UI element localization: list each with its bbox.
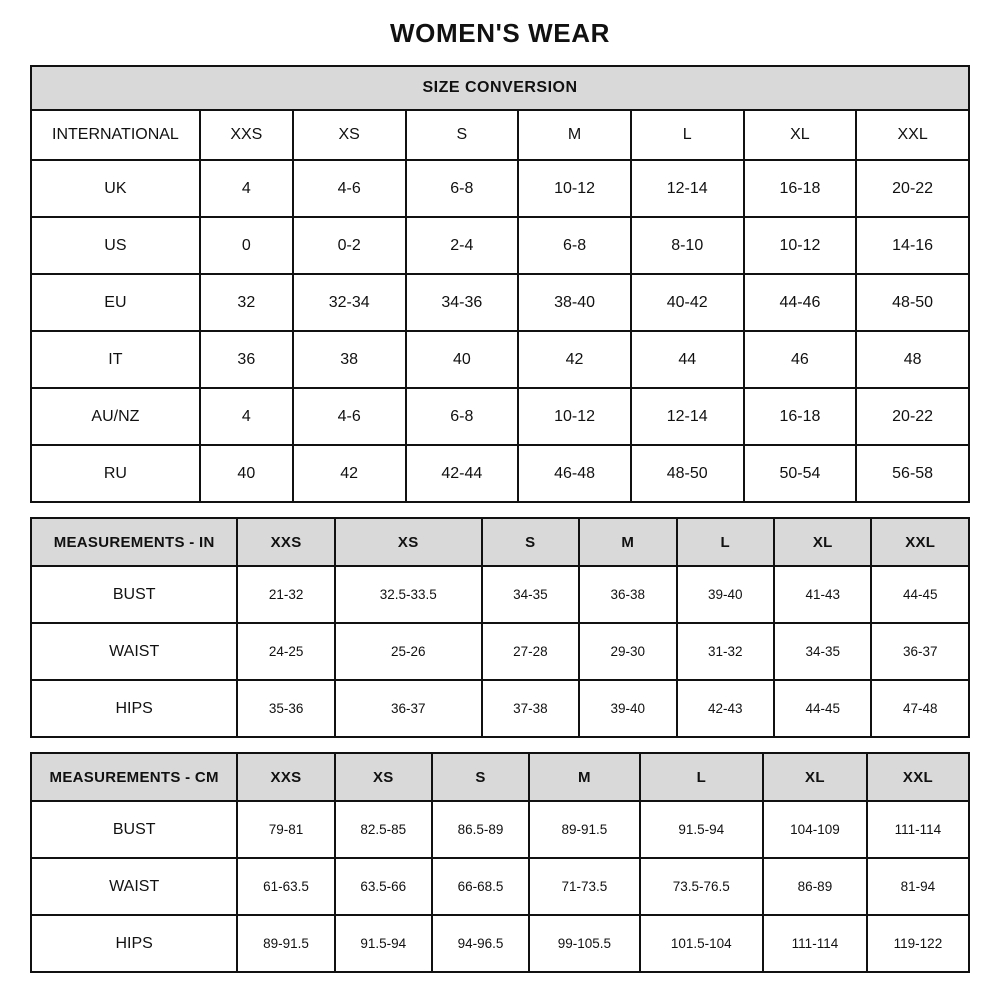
column-header: S: [482, 518, 579, 566]
column-header: INTERNATIONAL: [31, 110, 200, 160]
value-cell: 34-35: [774, 623, 871, 680]
value-cell: 79-81: [237, 801, 334, 858]
value-cell: 39-40: [579, 680, 676, 737]
value-cell: 36-38: [579, 566, 676, 623]
header-row: [31, 110, 969, 160]
value-cell: 4: [200, 388, 293, 445]
value-cell: 6-8: [406, 388, 519, 445]
row-label: RU: [31, 445, 200, 502]
measurements-cm-table: [30, 752, 970, 973]
value-cell: 38: [293, 331, 406, 388]
value-cell: 86-89: [763, 858, 867, 915]
row-label: WAIST: [31, 858, 237, 915]
row-label: EU: [31, 274, 200, 331]
value-cell: 6-8: [406, 160, 519, 217]
column-header: XXL: [871, 518, 969, 566]
value-cell: 2-4: [406, 217, 519, 274]
row-label: BUST: [31, 801, 237, 858]
value-cell: 38-40: [518, 274, 631, 331]
value-cell: 16-18: [744, 388, 857, 445]
value-cell: 44: [631, 331, 744, 388]
table-banner-row: [31, 66, 969, 110]
value-cell: 91.5-94: [640, 801, 763, 858]
table-row: [31, 331, 969, 388]
row-label: US: [31, 217, 200, 274]
row-label: UK: [31, 160, 200, 217]
value-cell: 111-114: [763, 915, 867, 972]
value-cell: 35-36: [237, 680, 334, 737]
value-cell: 39-40: [677, 566, 774, 623]
value-cell: 34-35: [482, 566, 579, 623]
column-header: XS: [293, 110, 406, 160]
column-header: MEASUREMENTS - CM: [31, 753, 237, 801]
value-cell: 16-18: [744, 160, 857, 217]
value-cell: 41-43: [774, 566, 871, 623]
value-cell: 44-46: [744, 274, 857, 331]
value-cell: 40-42: [631, 274, 744, 331]
column-header: XXS: [237, 753, 334, 801]
row-label: WAIST: [31, 623, 237, 680]
table-row: [31, 388, 969, 445]
value-cell: 27-28: [482, 623, 579, 680]
column-header: XXS: [200, 110, 293, 160]
column-header: S: [406, 110, 519, 160]
value-cell: 44-45: [774, 680, 871, 737]
value-cell: 44-45: [871, 566, 969, 623]
table-row: [31, 915, 969, 972]
value-cell: 46: [744, 331, 857, 388]
table-row: [31, 160, 969, 217]
column-header: L: [631, 110, 744, 160]
value-cell: 82.5-85: [335, 801, 432, 858]
value-cell: 48-50: [631, 445, 744, 502]
value-cell: 111-114: [867, 801, 969, 858]
value-cell: 104-109: [763, 801, 867, 858]
header-row: [31, 753, 969, 801]
value-cell: 24-25: [237, 623, 334, 680]
header-row: [31, 518, 969, 566]
value-cell: 48-50: [856, 274, 969, 331]
value-cell: 61-63.5: [237, 858, 334, 915]
column-header: XXS: [237, 518, 334, 566]
column-header: XS: [335, 518, 482, 566]
value-cell: 4: [200, 160, 293, 217]
column-header: M: [529, 753, 639, 801]
value-cell: 40: [200, 445, 293, 502]
value-cell: 46-48: [518, 445, 631, 502]
value-cell: 10-12: [518, 388, 631, 445]
table-row: [31, 217, 969, 274]
column-header: XL: [744, 110, 857, 160]
column-header: MEASUREMENTS - IN: [31, 518, 237, 566]
value-cell: 37-38: [482, 680, 579, 737]
value-cell: 31-32: [677, 623, 774, 680]
value-cell: 48: [856, 331, 969, 388]
row-label: HIPS: [31, 680, 237, 737]
measurements-in-table: [30, 517, 970, 738]
value-cell: 99-105.5: [529, 915, 639, 972]
value-cell: 32.5-33.5: [335, 566, 482, 623]
value-cell: 89-91.5: [529, 801, 639, 858]
value-cell: 0: [200, 217, 293, 274]
table-row: [31, 801, 969, 858]
value-cell: 91.5-94: [335, 915, 432, 972]
value-cell: 12-14: [631, 388, 744, 445]
value-cell: 50-54: [744, 445, 857, 502]
value-cell: 34-36: [406, 274, 519, 331]
table-row: [31, 274, 969, 331]
row-label: BUST: [31, 566, 237, 623]
value-cell: 32: [200, 274, 293, 331]
value-cell: 40: [406, 331, 519, 388]
value-cell: 42: [293, 445, 406, 502]
row-label: AU/NZ: [31, 388, 200, 445]
value-cell: 32-34: [293, 274, 406, 331]
value-cell: 4-6: [293, 160, 406, 217]
value-cell: 20-22: [856, 160, 969, 217]
column-header: L: [677, 518, 774, 566]
value-cell: 101.5-104: [640, 915, 763, 972]
column-header: XXL: [867, 753, 969, 801]
value-cell: 47-48: [871, 680, 969, 737]
value-cell: 56-58: [856, 445, 969, 502]
column-header: L: [640, 753, 763, 801]
value-cell: 119-122: [867, 915, 969, 972]
value-cell: 81-94: [867, 858, 969, 915]
size-conversion-table: [30, 65, 970, 503]
value-cell: 29-30: [579, 623, 676, 680]
value-cell: 4-6: [293, 388, 406, 445]
value-cell: 94-96.5: [432, 915, 529, 972]
value-cell: 6-8: [518, 217, 631, 274]
value-cell: 36: [200, 331, 293, 388]
value-cell: 66-68.5: [432, 858, 529, 915]
table-row: [31, 680, 969, 737]
value-cell: 8-10: [631, 217, 744, 274]
value-cell: 14-16: [856, 217, 969, 274]
value-cell: 36-37: [871, 623, 969, 680]
column-header: M: [579, 518, 676, 566]
column-header: XL: [763, 753, 867, 801]
row-label: HIPS: [31, 915, 237, 972]
table-row: [31, 445, 969, 502]
value-cell: 20-22: [856, 388, 969, 445]
value-cell: 73.5-76.5: [640, 858, 763, 915]
value-cell: 86.5-89: [432, 801, 529, 858]
row-label: IT: [31, 331, 200, 388]
value-cell: 25-26: [335, 623, 482, 680]
value-cell: 10-12: [518, 160, 631, 217]
column-header: XXL: [856, 110, 969, 160]
value-cell: 71-73.5: [529, 858, 639, 915]
value-cell: 0-2: [293, 217, 406, 274]
column-header: M: [518, 110, 631, 160]
value-cell: 21-32: [237, 566, 334, 623]
table-row: [31, 566, 969, 623]
value-cell: 63.5-66: [335, 858, 432, 915]
table-banner: SIZE CONVERSION: [31, 66, 969, 110]
column-header: XL: [774, 518, 871, 566]
column-header: S: [432, 753, 529, 801]
column-header: XS: [335, 753, 432, 801]
value-cell: 42: [518, 331, 631, 388]
table-row: [31, 858, 969, 915]
value-cell: 12-14: [631, 160, 744, 217]
page-title: WOMEN'S WEAR: [390, 18, 610, 48]
value-cell: 36-37: [335, 680, 482, 737]
value-cell: 42-43: [677, 680, 774, 737]
value-cell: 10-12: [744, 217, 857, 274]
table-row: [31, 623, 969, 680]
value-cell: 42-44: [406, 445, 519, 502]
value-cell: 89-91.5: [237, 915, 334, 972]
